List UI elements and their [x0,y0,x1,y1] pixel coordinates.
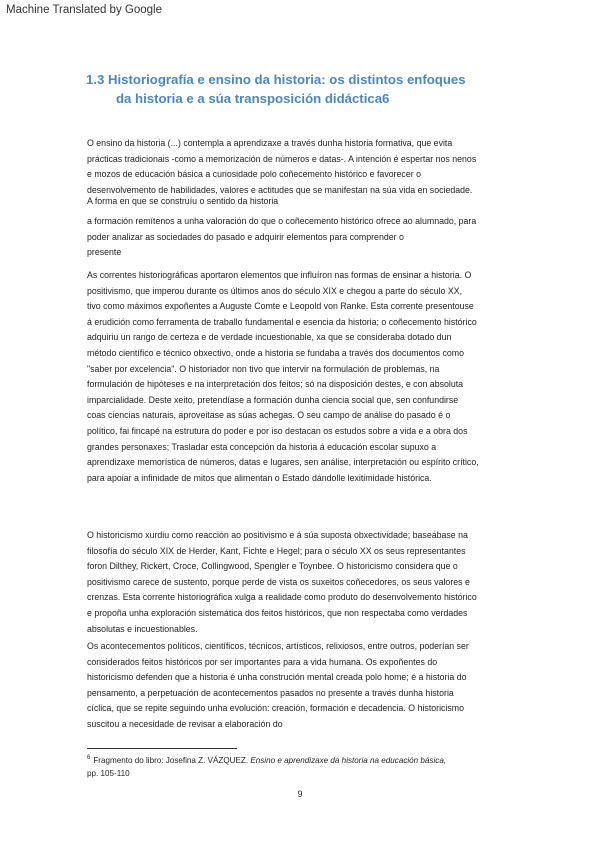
text-line: poder analizar as sociedades do pasado e adquirir elementos para comprender o [87,231,404,242]
text-line: coas ciencias naturais, aproveitase as súas achegas. O seu campo de análise do pasado é o [87,410,451,421]
text-line: suscitou a necesidade de revisar a elaboración do [87,718,283,729]
text-line: para apoiar a infinidade de mitos que alimentan o Estado dándolle lexitimidade histórica. [87,472,432,483]
text-line: Os acontecementos políticos, científicos, técnicos, artísticos, relixiosos, entre outros, poderían ser [87,641,469,651]
text-line: positivismo, que imperou durante os últimos anos do século XIX e chegou a parte do século XX, [87,285,463,296]
text-line: e propoña unha exploración sistemática dos feitos históricos, que non respectaba como verdades [87,607,468,618]
text-line: a formación remítenos a unha valoración do que o coñecemento histórico ofrece ao alumnado, para [87,215,477,226]
text-line: e mozos de educación básica a curiosidade polo coñecemento histórico e favorecer o [87,169,421,180]
footnote-source: Fragmento do libro: Josefina Z. VÁZQUEZ. [93,756,251,765]
text-line: A forma en que se construíu o sentido da historia [87,196,279,207]
text-line: absolutas e incuestionables. [87,623,198,634]
text-line: crenzas. Esta corrente historiográfica xulga a realidade como produto do desenvolvemento histórico [87,592,477,603]
section-heading-line-1: 1.3 Historiografía e ensino da historia: os distintos enfoques [86,72,466,87]
footnote-book-title: Ensino e aprendizaxe da historia na educación básica, [250,756,447,765]
text-line: pensamento, a perpetuación de acontecementos pasados no presente a través dunha historia [87,687,454,698]
footnote-divider [87,748,237,749]
text-line: foron Dilthey, Rickert, Croce, Collingwood, Spengler e Toynbee. O historicismo considera que o [87,561,458,572]
text-line: grandes personaxes; Trasladar esta concepción da historia á educación escolar supuxo a [87,441,437,452]
text-line: "saber por excelencia". O historiador non tivo que intervir na formulación de problemas, na [87,363,440,374]
paragraph-historical-facts [87,639,522,733]
footnote [87,752,517,780]
section-heading [86,70,526,108]
text-line: político, fai fincapé na estrutura do poder e por iso destacan os estudos sobre a vida e a obra dos [87,425,468,436]
text-line: formulación de hipóteses e na interpretación dos feitos; só na disposición destes, e con absoluta [87,379,464,390]
text-line: historicismo defenden que a historia é unha construción mental creada polo home; é a historia do [87,672,467,683]
paragraph-historicism [87,528,522,637]
text-line: O ensino da historia (...) contempla a aprendizaxe a través dunha historia formativa, que evita [87,138,453,148]
text-line: As correntes historiográficas aportaron elementos que influíron nas formas de ensinar a historia. O [87,270,472,280]
page-number: 9 [297,789,303,799]
machine-translation-banner: Machine Translated by Google [6,4,162,16]
footnote-pages: pp. 105-110 [87,769,130,778]
paragraph-positivism [87,268,522,486]
text-line: imparcialidade. Deste xeito, pretendíase a formación dunha ciencia social que, sen confundirse [87,394,459,405]
text-line: desenvolvemento de habilidades, valores e actitudes que se manifestan na súa vida en sociedade. [87,184,473,195]
text-line: presente [87,247,122,258]
paragraph-intro [87,136,522,261]
section-heading-line-2: da historia e a súa transposición didáctica6 [116,91,390,106]
text-line: adquiriu un rango de certeza e de verdade incuestionable, xa que se consideraba dotado dun [87,332,452,343]
text-line: tivo como máximos expoñentes a Auguste Comte e Leopold von Ranke. Esta corrente presentouse [87,301,474,312]
text-line: á erudición como ferramenta de traballo fundamental e esencia da historia; o coñecemento histórico [87,316,477,327]
text-line: aprendizaxe memorística de números, datas e lugares, sen análise, interpretación ou espírito crítico, [87,457,479,468]
text-line: O historicismo xurdiu como reacción ao positivismo e á súa suposta obxectividade; baseábase na [87,530,468,540]
text-line: positivismo carece de sustento, porque perde de vista os suxeitos coñecedores, os seus valores e [87,576,470,587]
text-line: filosofía do século XIX de Herder, Kant, Fichte e Hegel; para o século XX os seus representantes [87,545,466,556]
footnote-marker: 6 [87,755,91,761]
text-line: prácticas tradicionais -como a memorización de números e datas-. A intención é espertar nos nenos [87,153,477,164]
text-line: considerados feitos históricos por ser importantes para a vida humana. Os expoñentes do [87,656,438,667]
text-line: cíclica, que se repite seguindo unha evolución: creación, formación e decadencia. O historicismo [87,703,465,714]
text-line: método científico e técnico obxectivo, onde a historia se fundaba a través dos documentos como [87,347,465,358]
